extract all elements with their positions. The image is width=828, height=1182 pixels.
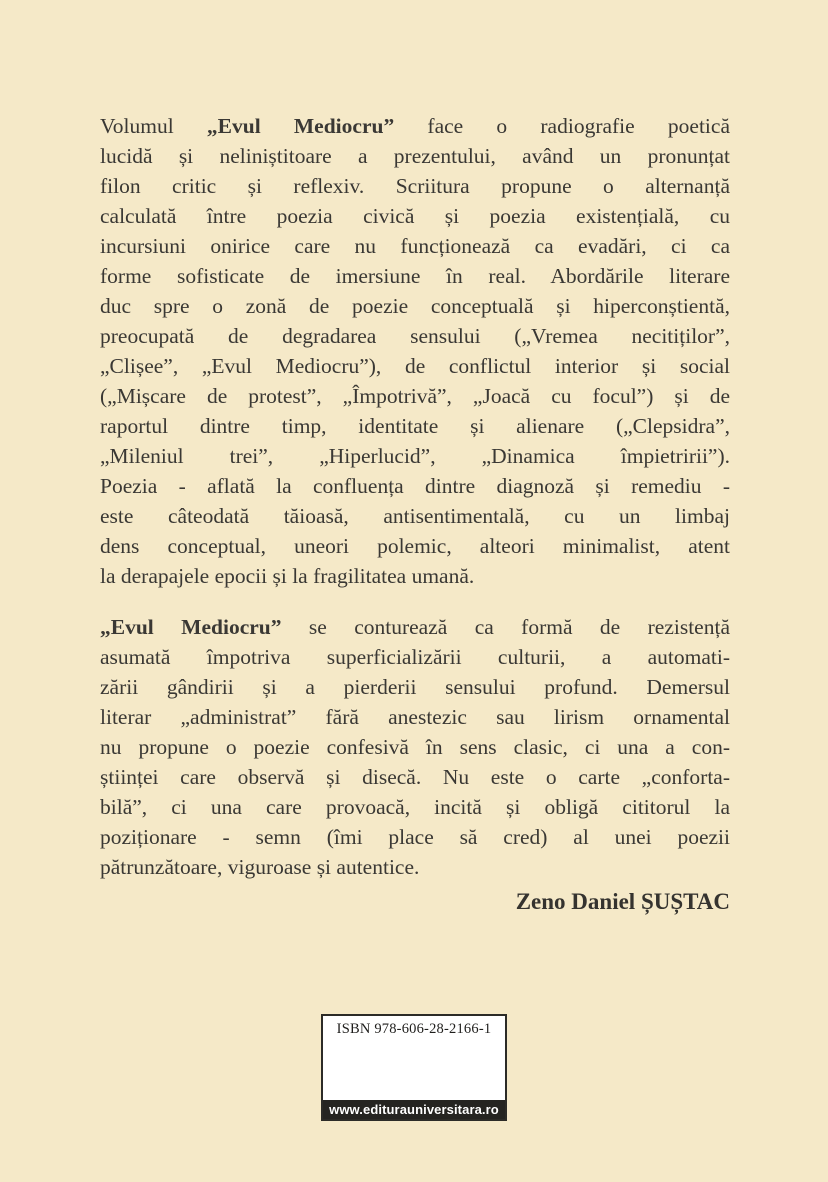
blurb-paragraphs: [100, 111, 730, 882]
author-name: Zeno Daniel ȘUȘTAC: [515, 889, 730, 914]
plain-text: lucidă și neliniștitoare a prezentului, având un pronunțat: [100, 144, 730, 168]
text-line: [100, 261, 730, 291]
barcode-area: [323, 1038, 505, 1100]
plain-text: „Mileniul trei”, „Hiperlucid”, „Dinamica împietririi”).: [100, 444, 730, 468]
text-line: [100, 561, 730, 591]
isbn-text: ISBN 978-606-28-2166-1: [336, 1021, 492, 1037]
plain-text: raportul dintre timp, identitate și alienare („Clepsidra”,: [100, 414, 730, 438]
text-line: [100, 351, 730, 381]
paragraph: [100, 612, 730, 882]
plain-text: incursiuni onirice care nu funcționează ca evadări, ci ca: [100, 234, 730, 258]
plain-text: bilă”, ci una care provoacă, incită și obligă cititorul la: [100, 795, 730, 819]
text-line: [100, 822, 730, 852]
text-line: [100, 171, 730, 201]
plain-text: literar „administrat” fără anestezic sau lirism ornamental: [100, 705, 730, 729]
plain-text: forme sofisticate de imersiune în real. Abordările literare: [100, 264, 730, 288]
text-line: [100, 672, 730, 702]
text-line: [100, 702, 730, 732]
plain-text: („Mișcare de protest”, „Împotrivă”, „Joacă cu focul”) și de: [100, 384, 730, 408]
plain-text: nu propune o poezie confesivă în sens clasic, ci una a con-: [100, 735, 730, 759]
text-line: [100, 762, 730, 792]
plain-text: asumată împotriva superficializării culturii, a automati-: [100, 645, 730, 669]
text-line: [100, 792, 730, 822]
text-line: [100, 201, 730, 231]
paragraph: [100, 111, 730, 591]
text-line: [100, 321, 730, 351]
plain-text: Poezia - aflată la confluența dintre diagnoză și remediu -: [100, 474, 730, 498]
text-line: [100, 111, 730, 141]
text-line: [100, 732, 730, 762]
plain-text: pătrunzătoare, viguroase și autentice.: [100, 855, 420, 879]
plain-text: duc spre o zonă de poezie conceptuală și hiperconștientă,: [100, 294, 730, 318]
text-line: [100, 381, 730, 411]
text-line: [100, 411, 730, 441]
text-line: [100, 441, 730, 471]
plain-text: se conturează ca formă de rezistență: [281, 615, 730, 639]
website-url: www.editurauniversitara.ro: [329, 1102, 499, 1117]
plain-text: zării gândirii și a pierderii sensului profund. Demersul: [100, 675, 730, 699]
text-line: [100, 531, 730, 561]
plain-text: „Clișee”, „Evul Mediocru”), de conflictul interior și social: [100, 354, 730, 378]
plain-text: face o radiografie poetică: [394, 114, 730, 138]
text-line: [100, 231, 730, 261]
blurb-text-block: [100, 111, 730, 917]
plain-text: dens conceptual, uneori polemic, alteori minimalist, atent: [100, 534, 730, 558]
text-line: [100, 612, 730, 642]
text-line: [100, 501, 730, 531]
text-line: [100, 141, 730, 171]
isbn-box: [321, 1014, 507, 1121]
text-line: [100, 291, 730, 321]
bold-text: „Evul Mediocru”: [206, 114, 395, 138]
text-line: [100, 852, 730, 882]
text-line: [100, 642, 730, 672]
website-strip: [323, 1100, 505, 1119]
plain-text: este câteodată tăioasă, antisentimentală, cu un limbaj: [100, 504, 730, 528]
plain-text: științei care observă și disecă. Nu este o carte „conforta-: [100, 765, 730, 789]
plain-text: filon critic și reflexiv. Scriitura propune o alternanță: [100, 174, 730, 198]
plain-text: poziționare - semn (îmi place să cred) al unei poezii: [100, 825, 730, 849]
bold-text: „Evul Mediocru”: [100, 615, 282, 639]
plain-text: calculată între poezia civică și poezia existențială, cu: [100, 204, 730, 228]
plain-text: la derapajele epocii și la fragilitatea umană.: [100, 564, 475, 588]
plain-text: preocupată de degradarea sensului („Vremea necitiților”,: [100, 324, 730, 348]
text-line: [100, 471, 730, 501]
plain-text: Volumul: [100, 114, 207, 138]
